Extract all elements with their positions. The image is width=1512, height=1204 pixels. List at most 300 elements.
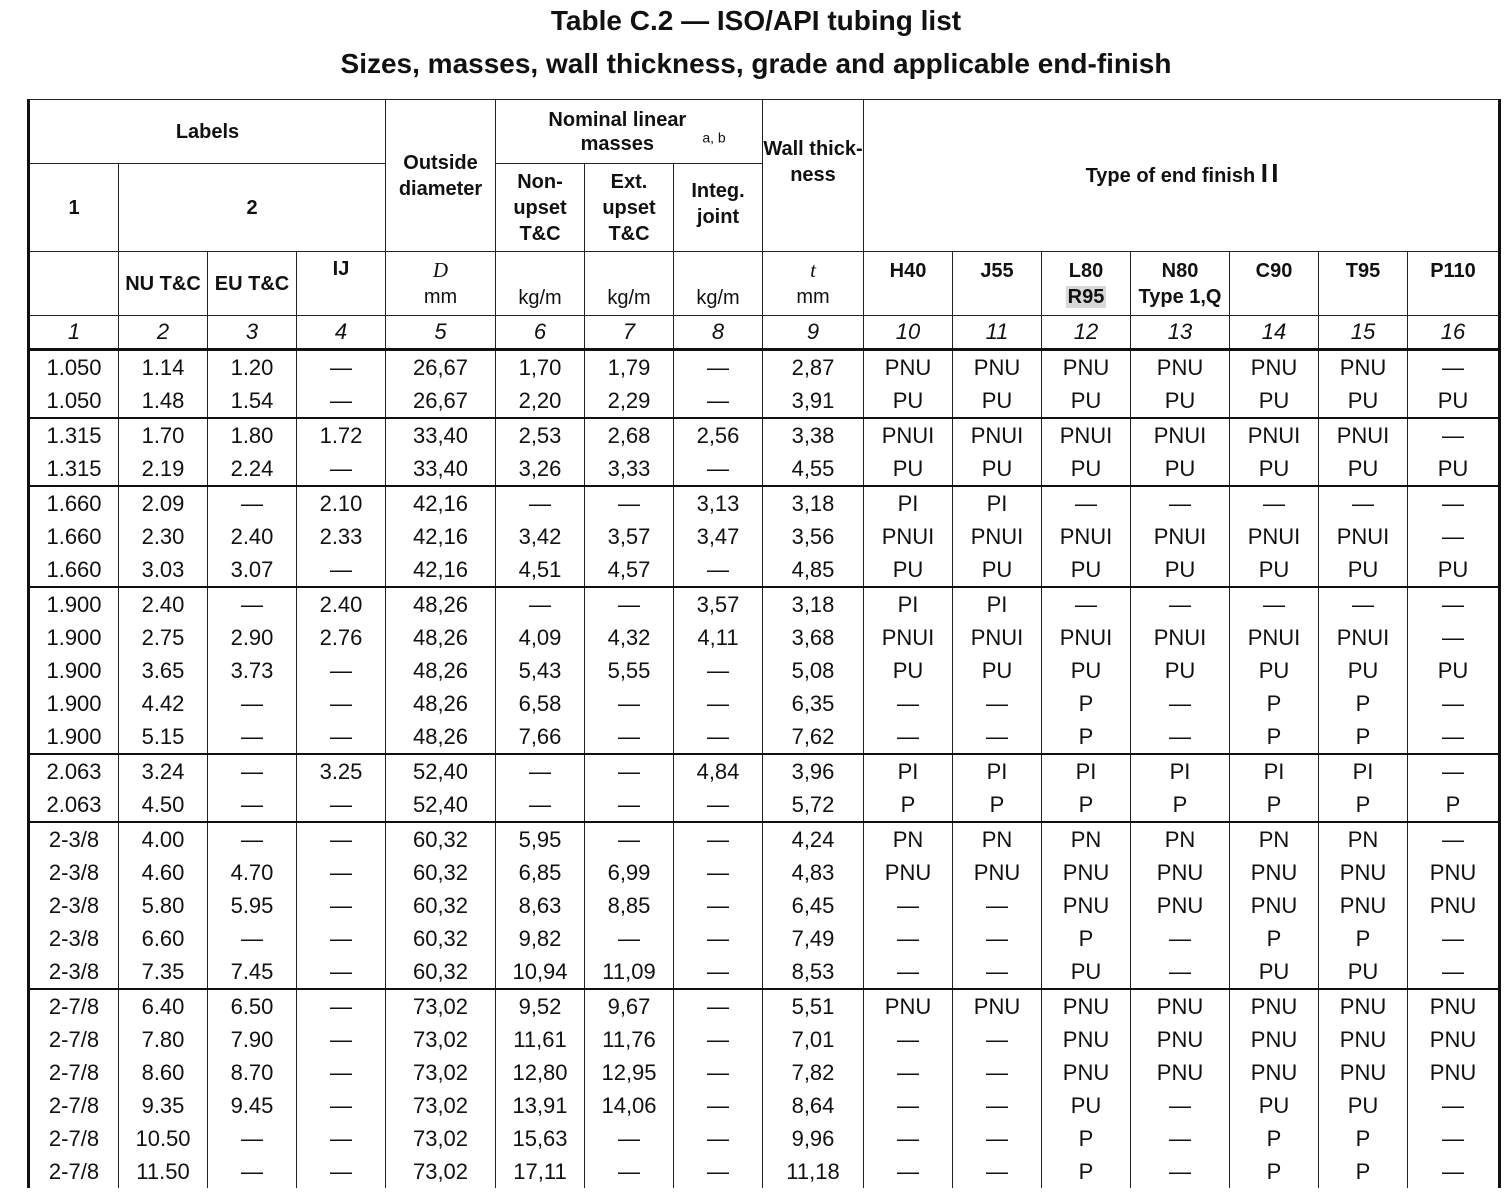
table-cell: 3.07 [208,553,297,587]
column-number-5: 5 [386,316,496,350]
table-cell: — [953,1089,1042,1122]
table-cell: — [1131,486,1230,520]
table-cell: 60,32 [386,955,496,989]
table-cell: — [208,822,297,856]
table-cell: 3,57 [585,520,674,553]
table-cell: 2.75 [119,621,208,654]
grade-t95-header: T95 [1319,252,1408,316]
table-cell: PNU [1131,1056,1230,1089]
table-cell: PNU [1042,350,1131,385]
table-cell: PNUI [1131,621,1230,654]
table-cell: PNUI [1042,621,1131,654]
table-cell: 5,72 [763,788,864,822]
table-row [29,1155,1500,1188]
table-cell: — [208,587,297,621]
table-cell: — [674,1155,763,1188]
table-cell: PNU [953,856,1042,889]
table-cell: 1.54 [208,384,297,418]
table-cell: 1.70 [119,418,208,452]
nominal-linear-masses-header [496,100,763,164]
table-cell: — [864,687,953,720]
table-cell: 26,67 [386,350,496,385]
table-cell: — [1131,922,1230,955]
non-upset-unit: kg/m [496,252,585,316]
table-cell: PNU [1319,889,1408,922]
table-cell: — [297,822,386,856]
table-cell: — [1408,955,1500,989]
table-cell: P [953,788,1042,822]
table-cell: PNU [1042,856,1131,889]
table-cell: — [1230,587,1319,621]
table-cell: 3,68 [763,621,864,654]
table-cell: 1.315 [29,452,119,486]
table-cell: PNUI [953,418,1042,452]
table-cell: — [953,1056,1042,1089]
table-cell: PN [1131,822,1230,856]
table-cell: 48,26 [386,654,496,687]
table-cell: — [864,1089,953,1122]
table-cell: 52,40 [386,788,496,822]
table-cell: — [1408,418,1500,452]
table-cell: — [864,1122,953,1155]
wall-thickness-header: Wall thick-ness [763,100,864,252]
column-number-8: 8 [674,316,763,350]
table-cell: 8.70 [208,1056,297,1089]
table-cell: — [1408,587,1500,621]
table-cell: 1,79 [585,350,674,385]
table-row [29,350,1500,385]
table-cell: — [953,1023,1042,1056]
table-cell: 1.050 [29,384,119,418]
table-cell: P [1042,922,1131,955]
table-cell: 73,02 [386,1023,496,1056]
table-cell: PNU [1131,889,1230,922]
table-cell: 4.70 [208,856,297,889]
table-cell: — [1131,587,1230,621]
column-number-16: 16 [1408,316,1500,350]
table-cell: 1.900 [29,720,119,754]
table-cell: 2.09 [119,486,208,520]
table-cell: 11,61 [496,1023,585,1056]
table-cell: PU [1230,452,1319,486]
table-cell: 73,02 [386,989,496,1023]
table-cell: 4,32 [585,621,674,654]
table-cell: 1.80 [208,418,297,452]
table-cell: 2-3/8 [29,922,119,955]
end-finish-label: Type of end finish [1085,165,1256,187]
table-cell: — [1408,1122,1500,1155]
table-cell: PNU [1042,889,1131,922]
table-cell: PI [1131,754,1230,788]
table-cell: 33,40 [386,452,496,486]
table-cell: PNU [953,989,1042,1023]
table-cell: — [297,955,386,989]
tubing-table [27,99,1501,1188]
table-cell: — [1408,754,1500,788]
table-cell: 4.60 [119,856,208,889]
table-row [29,989,1500,1023]
table-cell: 9,96 [763,1122,864,1155]
table-cell: PU [1131,384,1230,418]
table-cell: — [585,1155,674,1188]
table-cell: — [496,486,585,520]
table-cell: 60,32 [386,889,496,922]
table-cell: — [1408,520,1500,553]
table-cell: 8,64 [763,1089,864,1122]
table-cell: 2.40 [119,587,208,621]
table-row [29,1023,1500,1056]
column-number-2: 2 [119,316,208,350]
table-cell: — [674,553,763,587]
table-cell: PNU [1230,889,1319,922]
table-cell: 48,26 [386,587,496,621]
table-cell: — [297,1089,386,1122]
table-cell: 3,13 [674,486,763,520]
table-cell: PNUI [1230,621,1319,654]
table-cell: 5.95 [208,889,297,922]
table-row [29,418,1500,452]
table-cell: P [1042,1155,1131,1188]
table-cell: P [1230,788,1319,822]
table-cell: 17,11 [496,1155,585,1188]
table-cell: 3.03 [119,553,208,587]
grade-r95-label: R95 [1067,285,1105,308]
table-cell: 3.24 [119,754,208,788]
table-cell: PNUI [953,621,1042,654]
table-cell: — [953,922,1042,955]
table-cell: 2-3/8 [29,955,119,989]
table-cell: PNUI [1230,418,1319,452]
table-cell: 8,85 [585,889,674,922]
table-cell: — [1042,587,1131,621]
table-cell: PU [1042,553,1131,587]
table-cell: PU [1131,654,1230,687]
table-cell: — [1408,621,1500,654]
table-cell: PNU [1230,1056,1319,1089]
table-cell: — [297,384,386,418]
grade-n80-label: N80 [1161,259,1199,282]
table-cell: 4,85 [763,553,864,587]
table-cell: PNU [1230,856,1319,889]
table-cell: 2-7/8 [29,1122,119,1155]
table-cell: PU [1319,955,1408,989]
table-cell: PU [1319,654,1408,687]
wt-symbol: t [810,258,816,282]
table-cell: 2,53 [496,418,585,452]
table-cell: PNU [1319,1023,1408,1056]
table-cell: — [496,788,585,822]
table-cell: PI [864,754,953,788]
table-cell: — [864,955,953,989]
table-cell: — [496,754,585,788]
table-row [29,856,1500,889]
end-finish-mark: I I [1260,158,1277,188]
table-row [29,1089,1500,1122]
table-cell: P [1042,1122,1131,1155]
table-cell: PU [1319,553,1408,587]
table-cell: — [1042,486,1131,520]
table-cell: — [1131,1155,1230,1188]
grade-l80-label: L80 [1068,259,1104,282]
table-cell: 26,67 [386,384,496,418]
table-cell: — [585,822,674,856]
table-cell: PU [953,384,1042,418]
table-cell: — [864,720,953,754]
grade-n80-type-label: Type 1,Q [1138,285,1222,308]
table-cell: — [674,955,763,989]
grade-c90-header: C90 [1230,252,1319,316]
table-cell: — [1408,486,1500,520]
table-cell: 60,32 [386,822,496,856]
table-cell: 9,82 [496,922,585,955]
table-cell: — [953,889,1042,922]
table-cell: 1.48 [119,384,208,418]
column-number-11: 11 [953,316,1042,350]
table-cell: 5,51 [763,989,864,1023]
table-cell: 2-7/8 [29,1155,119,1188]
table-cell: — [1319,486,1408,520]
table-cell: PNUI [1230,520,1319,553]
column-number-9: 9 [763,316,864,350]
table-cell: PU [1042,452,1131,486]
table-cell: 3,33 [585,452,674,486]
table-cell: 2,56 [674,418,763,452]
table-cell: PU [1408,452,1500,486]
table-cell: PN [864,822,953,856]
table-cell: PU [953,553,1042,587]
table-cell: PNUI [1042,520,1131,553]
table-cell: 5,95 [496,822,585,856]
table-cell: 7.35 [119,955,208,989]
table-cell: PNUI [1131,418,1230,452]
table-cell: PU [1408,384,1500,418]
table-row [29,922,1500,955]
table-cell: PNUI [1131,520,1230,553]
table-cell: PI [1230,754,1319,788]
table-cell: 7.45 [208,955,297,989]
table-cell: 2.19 [119,452,208,486]
column-number-1: 1 [29,316,119,350]
table-cell: PNU [1319,856,1408,889]
table-cell: PNUI [1319,621,1408,654]
column-number-12: 12 [1042,316,1131,350]
table-cell: PNU [1408,989,1500,1023]
table-cell: — [864,889,953,922]
table-cell: PI [953,486,1042,520]
table-cell: 5,43 [496,654,585,687]
table-cell: PNUI [1042,418,1131,452]
table-cell: 48,26 [386,621,496,654]
table-cell: PNU [1319,989,1408,1023]
table-cell: P [1319,687,1408,720]
table-cell: 2.40 [297,587,386,621]
table-cell: 5.15 [119,720,208,754]
table-cell: 9.45 [208,1089,297,1122]
table-cell: PU [864,553,953,587]
table-cell: 15,63 [496,1122,585,1155]
table-cell: 4.00 [119,822,208,856]
table-cell: — [585,1122,674,1155]
table-cell: PNU [1042,989,1131,1023]
non-upset-header: Non-upset T&C [496,164,585,252]
table-cell: — [297,788,386,822]
table-cell: PNU [1319,350,1408,385]
table-cell: — [1408,1155,1500,1188]
table-cell: 42,16 [386,486,496,520]
table-cell: — [1408,922,1500,955]
table-cell: 13,91 [496,1089,585,1122]
table-cell: 3,56 [763,520,864,553]
table-cell: PNUI [1319,520,1408,553]
table-cell: 42,16 [386,553,496,587]
table-cell: PNU [1230,1023,1319,1056]
table-row [29,955,1500,989]
labels-header: Labels [29,100,386,164]
outside-diameter-header: Outside diameter [386,100,496,252]
table-cell: — [1408,350,1500,385]
table-cell: 60,32 [386,856,496,889]
table-cell: 48,26 [386,687,496,720]
table-cell: PNU [1042,1056,1131,1089]
table-cell: 2,68 [585,418,674,452]
table-cell: PNUI [864,520,953,553]
footnote-marks: a, b [702,128,726,145]
table-row [29,1056,1500,1089]
table-cell: PNU [1042,1023,1131,1056]
table-cell: 7,62 [763,720,864,754]
table-row [29,1122,1500,1155]
table-cell: — [674,889,763,922]
table-cell: P [1319,1155,1408,1188]
table-cell: 9.35 [119,1089,208,1122]
table-cell: 12,80 [496,1056,585,1089]
table-cell: 2.063 [29,754,119,788]
table-cell: — [1319,587,1408,621]
table-cell: — [864,1155,953,1188]
table-cell: 2.30 [119,520,208,553]
table-row [29,822,1500,856]
table-cell: 2-7/8 [29,1089,119,1122]
table-cell: PU [1319,452,1408,486]
table-cell: 6.40 [119,989,208,1023]
table-cell: 3,18 [763,486,864,520]
table-cell: — [208,1122,297,1155]
table-cell: — [496,587,585,621]
table-cell: — [1131,720,1230,754]
table-cell: PU [1230,654,1319,687]
table-cell: — [1408,687,1500,720]
table-cell: — [674,922,763,955]
table-cell: — [585,687,674,720]
table-row [29,587,1500,621]
table-cell: PNU [864,989,953,1023]
table-cell: — [953,687,1042,720]
table-cell: 2.33 [297,520,386,553]
table-cell: 8.60 [119,1056,208,1089]
table-cell: 1,70 [496,350,585,385]
table-cell: — [585,754,674,788]
label-1-blank [29,252,119,316]
table-cell: PI [953,587,1042,621]
table-cell: 3,38 [763,418,864,452]
table-cell: 4.50 [119,788,208,822]
column-number-15: 15 [1319,316,1408,350]
integ-joint-unit: kg/m [674,252,763,316]
table-cell: — [674,989,763,1023]
table-cell: P [1319,1122,1408,1155]
table-cell: 3,96 [763,754,864,788]
table-cell: — [674,1023,763,1056]
table-cell: — [208,1155,297,1188]
table-cell: — [674,788,763,822]
table-cell: 1.900 [29,587,119,621]
table-cell: P [1131,788,1230,822]
table-cell: 6,85 [496,856,585,889]
table-cell: PU [1230,553,1319,587]
table-cell: 9,67 [585,989,674,1023]
table-cell: 11,09 [585,955,674,989]
table-cell: 1.900 [29,621,119,654]
table-cell: 14,06 [585,1089,674,1122]
table-row [29,486,1500,520]
table-cell: — [297,654,386,687]
table-cell: 4,84 [674,754,763,788]
table-cell: PNU [1230,350,1319,385]
table-cell: PI [864,486,953,520]
table-cell: PU [1319,384,1408,418]
table-row [29,654,1500,687]
table-cell: PNU [1408,1023,1500,1056]
table-cell: — [208,788,297,822]
table-cell: 1.315 [29,418,119,452]
end-finish-header [864,100,1500,252]
table-cell: 6.50 [208,989,297,1023]
table-cell: PNU [1230,989,1319,1023]
table-cell: 1.72 [297,418,386,452]
table-cell: PU [1131,553,1230,587]
table-cell: PU [1230,955,1319,989]
table-cell: 1.900 [29,654,119,687]
table-cell: — [674,1056,763,1089]
table-cell: 8,53 [763,955,864,989]
table-cell: PNUI [953,520,1042,553]
table-cell: — [585,587,674,621]
table-cell: 2.10 [297,486,386,520]
table-cell: 3,47 [674,520,763,553]
table-cell: — [297,687,386,720]
table-cell: — [297,350,386,385]
table-cell: 33,40 [386,418,496,452]
table-cell: PN [1319,822,1408,856]
table-cell: 48,26 [386,720,496,754]
table-row [29,553,1500,587]
table-cell: 1.900 [29,687,119,720]
table-cell: — [297,1155,386,1188]
table-cell: 4,24 [763,822,864,856]
table-cell: 3,26 [496,452,585,486]
table-cell: PU [953,452,1042,486]
table-cell: — [674,1089,763,1122]
table-cell: PNU [953,350,1042,385]
table-cell: — [1408,822,1500,856]
table-row [29,788,1500,822]
table-row [29,520,1500,553]
column-number-6: 6 [496,316,585,350]
table-cell: 4,51 [496,553,585,587]
ext-upset-header: Ext. upset T&C [585,164,674,252]
table-cell: 6.60 [119,922,208,955]
table-cell: — [297,889,386,922]
